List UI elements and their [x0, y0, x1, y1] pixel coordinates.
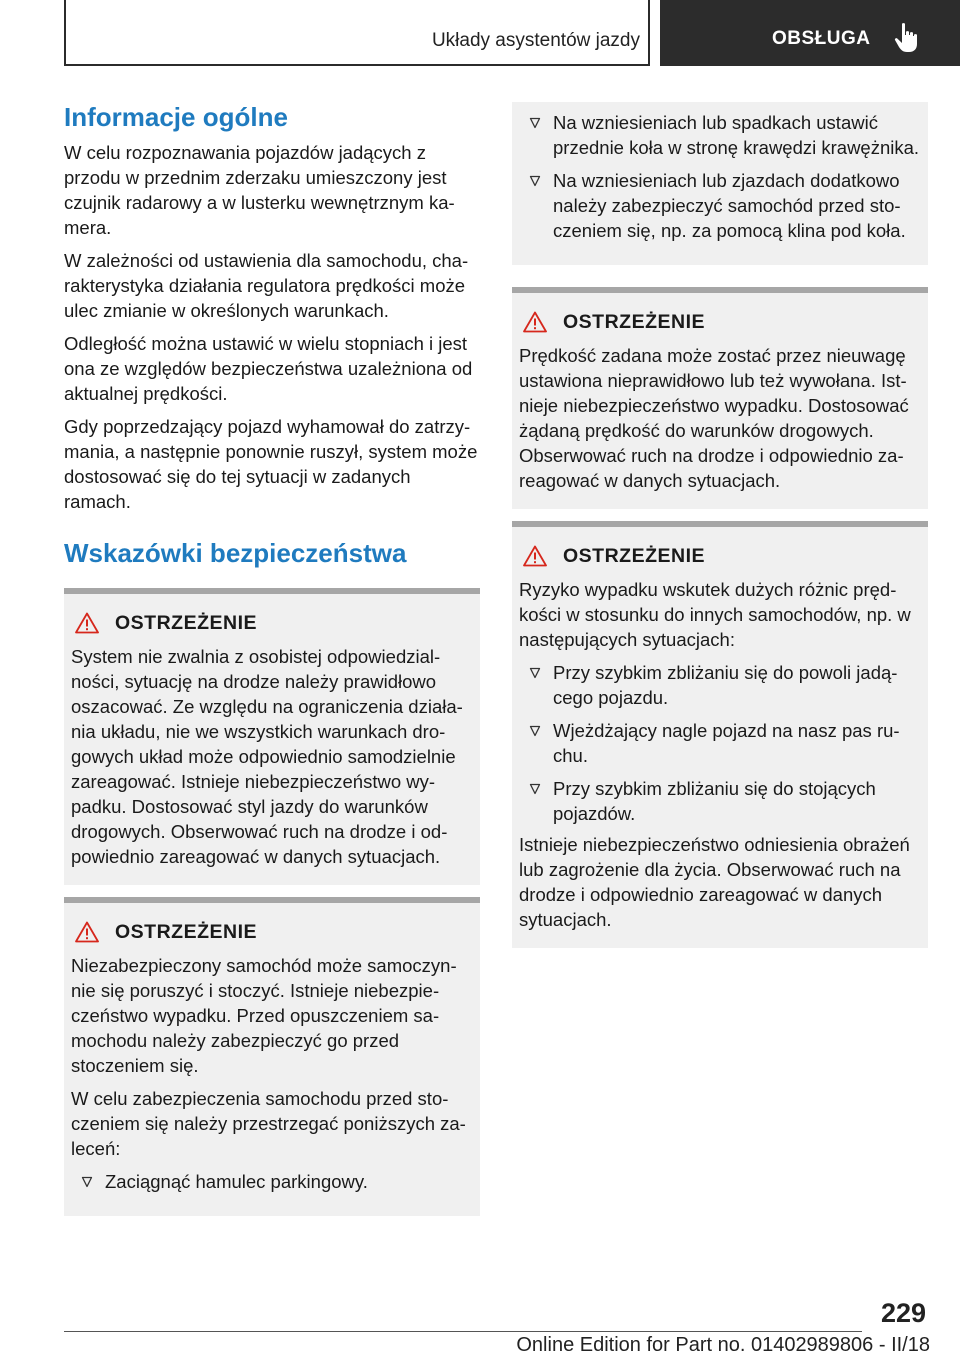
warning-title: OSTRZEŻENIE — [563, 310, 706, 333]
warning-text: Ryzyko wypadku wskutek dużych różnic prędkości w stosunku do innych samochodów, np. w następujących sytuacjach: — [519, 579, 911, 650]
warning-text: Niezabezpieczony samochód może samoczynnie się poruszyć i stoczyć. Istnieje niebezpieczeństwo wypadku. Przed opuszczeniem samochodu należy zabezpieczyć go przed stoczeniem się. — [71, 955, 457, 1076]
page-number: 229 — [880, 1298, 926, 1328]
left-column — [64, 100, 480, 1216]
header-chapter-tab — [660, 0, 960, 66]
triangle-bullet-icon — [529, 117, 541, 129]
instruction-list — [519, 110, 922, 243]
warning-triangle-icon — [523, 545, 547, 567]
warning-title: OSTRZEŻENIE — [115, 611, 258, 634]
warning-text: System nie zwalnia z osobistej odpowiedzialności, sytuację na drodze należy prawidłowo oszacować. Ze względu na ograniczenia działania układu, nie we wszystkich warunkach drogowych układ może odpowiednio samodzielnie zareagować. Istnieje niebezpieczeństwo wypadku. Dostosować styl jazdy do warunków drogowych. Obserwować ruch na drodze i odpowiednio zareagować w danych sytuacjach. — [71, 646, 463, 867]
warning-text: Prędkość zadana może zostać przez nieuwagę ustawiona nieprawidłowo lub też wywołana. Istnieje niebezpieczeństwo wypadku. Dostosować żądaną prędkość do warunków drogowych. Obserwować ruch na drodze i odpowiednio zareagować w danych sytuacjach. — [519, 345, 909, 491]
paragraph: W zależności od ustawienia dla samochodu, charakterystyka działania regulatora prędkości może ulec zmianie w określonych warunkach. — [64, 250, 469, 321]
warning-box — [64, 897, 480, 1216]
list-item-text: Przy szybkim zbliżaniu się do powoli jadącego pojazdu. — [553, 662, 898, 708]
header-section-title: Układy asystentów jazdy — [431, 30, 640, 51]
triangle-bullet-icon — [81, 1176, 93, 1188]
header-chapter-label: OBSŁUGA — [772, 28, 871, 49]
warning-box — [512, 521, 928, 948]
triangle-bullet-icon — [529, 783, 541, 795]
warning-triangle-icon — [75, 612, 99, 634]
list-item-text: Na wzniesieniach lub zjazdach dodatkowo należy zabezpieczyć samochód przed stoczeniem się, np. za pomocą klina pod koła. — [553, 170, 906, 241]
triangle-bullet-icon — [529, 175, 541, 187]
warning-header — [71, 610, 474, 636]
list-item-text: Wjeżdżający nagle pojazd na nasz pas ruchu. — [553, 720, 900, 766]
warning-box-continued — [512, 102, 928, 265]
heading-general-info: Informacje ogólne — [64, 102, 288, 132]
list-item — [519, 168, 922, 243]
list-item-text: Na wzniesieniach lub spadkach ustawić przednie koła w stronę krawędzi krawężnika. — [553, 112, 920, 158]
warning-header — [519, 543, 922, 569]
paragraph: Gdy poprzedzający pojazd wyhamował do zatrzymania, a następnie ponownie ruszył, system może dostosować się do tej sytuacji w zadanych ramach. — [64, 416, 478, 512]
header-rule-left — [64, 0, 66, 66]
list-item-text: Zaciągnąć hamulec parkingowy. — [105, 1171, 368, 1192]
warning-title: OSTRZEŻENIE — [563, 544, 706, 567]
warning-header — [71, 919, 474, 945]
list-item — [519, 718, 922, 768]
instruction-list — [71, 1169, 474, 1194]
warning-box — [512, 287, 928, 509]
warning-box — [64, 588, 480, 885]
header-rule-right — [648, 0, 650, 66]
hand-pointer-icon — [894, 22, 920, 54]
paragraph: Odległość można ustawić w wielu stopniach i jest ona ze względów bezpieczeństwa uzależniona od aktualnej prędkości. — [64, 333, 473, 404]
warning-text: W celu zabezpieczenia samochodu przed stoczeniem się należy przestrzegać poniższych zaleceń: — [71, 1088, 466, 1159]
list-item — [519, 776, 922, 826]
situation-list — [519, 660, 922, 826]
footer-rule — [64, 1331, 862, 1332]
warning-triangle-icon — [523, 311, 547, 333]
warning-text: Istnieje niebezpieczeństwo odniesienia obrażeń lub zagrożenie dla życia. Obserwować ruch na drodze i odpowiednio zareagować w danych sytuacjach. — [519, 834, 910, 930]
triangle-bullet-icon — [529, 725, 541, 737]
list-item — [71, 1169, 474, 1194]
paragraph: W celu rozpoznawania pojazdów jadących z przodu w przednim zderzaku umieszczony jest czujnik radarowy a w lusterku wewnętrznym kamera. — [64, 142, 455, 238]
triangle-bullet-icon — [529, 667, 541, 679]
warning-title: OSTRZEŻENIE — [115, 920, 258, 943]
footer-edition: Online Edition for Part no. 01402989806 - II/18 — [516, 1334, 930, 1356]
heading-safety-notes: Wskazówki bezpieczeństwa — [64, 538, 407, 568]
list-item — [519, 660, 922, 710]
right-column — [512, 102, 928, 948]
header-rule-bottom — [64, 64, 650, 66]
list-item-text: Przy szybkim zbliżaniu się do stojących pojazdów. — [553, 778, 876, 824]
list-item — [519, 110, 922, 160]
warning-header — [519, 309, 922, 335]
warning-triangle-icon — [75, 921, 99, 943]
